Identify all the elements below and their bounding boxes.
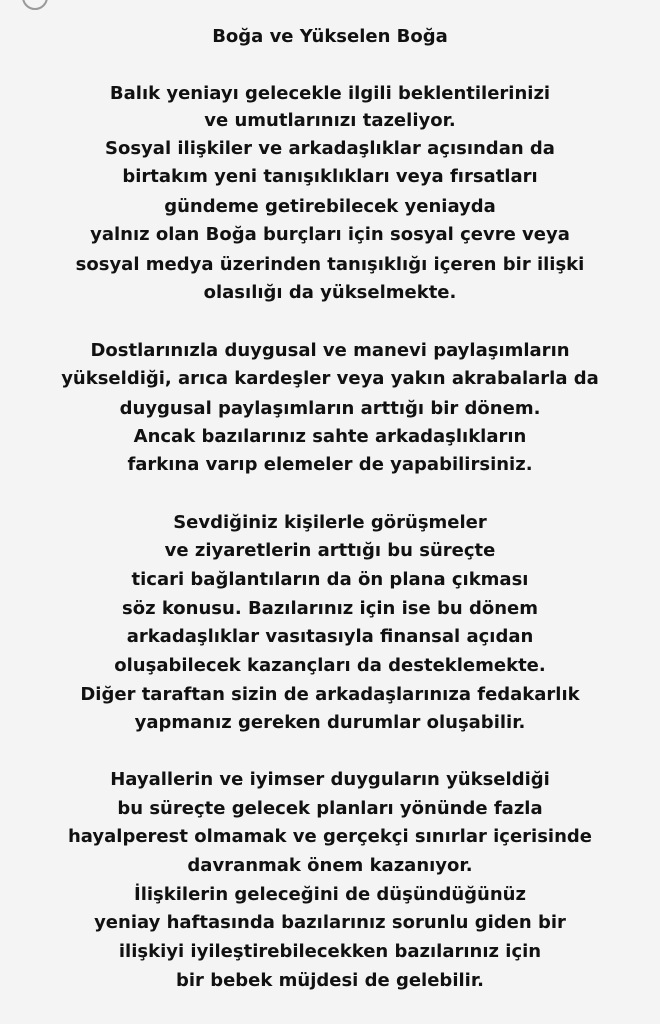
- paragraph-3-line-5: arkadaşlıklar vasıtasıyla finansal açıdan: [126, 626, 534, 647]
- paragraph-2-line-2: yükseldiği, arıca kardeşler veya yakın akrabalarla da: [61, 368, 599, 389]
- paragraph-3-line-2: ve ziyaretlerin arttığı bu süreçte: [164, 540, 496, 561]
- paragraph-1-line-3: Sosyal ilişkiler ve arkadaşlıklar açısından da: [105, 138, 555, 159]
- paragraph-3-line-4: söz konusu. Bazılarınız için ise bu dönem: [122, 598, 538, 619]
- paragraph-1-line-7: sosyal medya üzerinden tanışıklığı içeren bir ilişki: [75, 254, 585, 275]
- paragraph-4-line-2: bu süreçte gelecek planları yönünde fazla: [117, 798, 543, 819]
- paragraph-3-line-6: oluşabilecek kazançları da desteklemekte.: [114, 655, 546, 676]
- paragraph-1-line-5: gündeme getirebilecek yeniayda: [164, 196, 496, 217]
- paragraph-3-line-7: Diğer taraftan sizin de arkadaşlarınıza fedakarlık: [80, 684, 580, 705]
- paragraph-3-line-3: ticari bağlantıların da ön plana çıkması: [131, 569, 529, 590]
- paragraph-3-line-1: Sevdiğiniz kişilerle görüşmeler: [173, 512, 487, 533]
- paragraph-1-line-6: yalnız olan Boğa burçları için sosyal çevre veya: [90, 224, 570, 245]
- paragraph-1-line-4: birtakım yeni tanışıklıkları veya fırsatları: [122, 166, 538, 187]
- paragraph-4-line-4: davranmak önem kazanıyor.: [187, 855, 473, 876]
- paragraph-4-line-6: yeniay haftasında bazılarınız sorunlu giden bir: [94, 912, 566, 933]
- paragraph-4-line-1: Hayallerin ve iyimser duyguların yükseldiği: [110, 769, 550, 790]
- paragraph-4-line-3: hayalperest olmamak ve gerçekçi sınırlar içerisinde: [67, 826, 593, 847]
- paragraph-1-line-1: Balık yeniayı gelecekle ilgili beklentilerinizi: [109, 83, 551, 104]
- paragraph-2-line-4: Ancak bazılarınız sahte arkadaşlıkların: [133, 426, 527, 447]
- paragraph-1-line-2: ve umutlarınızı tazeliyor.: [204, 110, 456, 131]
- paragraph-4-line-8: bir bebek müjdesi de gelebilir.: [176, 970, 484, 991]
- paragraph-3-line-8: yapmanız gereken durumlar oluşabilir.: [134, 712, 526, 733]
- paragraph-4-line-7: ilişkiyi iyileştirebilecekken bazılarınız için: [118, 941, 542, 962]
- paragraph-1-line-8: olasılığı da yükselmekte.: [203, 282, 457, 303]
- paragraph-4-line-5: İlişkilerin geleceğini de düşündüğünüz: [134, 884, 526, 905]
- paragraph-2-line-1: Dostlarınızla duygusal ve manevi paylaşımların: [90, 340, 570, 361]
- paragraph-2-line-3: duygusal paylaşımların arttığı bir dönem.: [119, 398, 541, 419]
- paragraph-2-line-5: farkına varıp elemeler de yapabilirsiniz.: [127, 454, 533, 475]
- story-title: Boğa ve Yükselen Boğa: [212, 26, 448, 47]
- profile-avatar[interactable]: [22, 0, 48, 10]
